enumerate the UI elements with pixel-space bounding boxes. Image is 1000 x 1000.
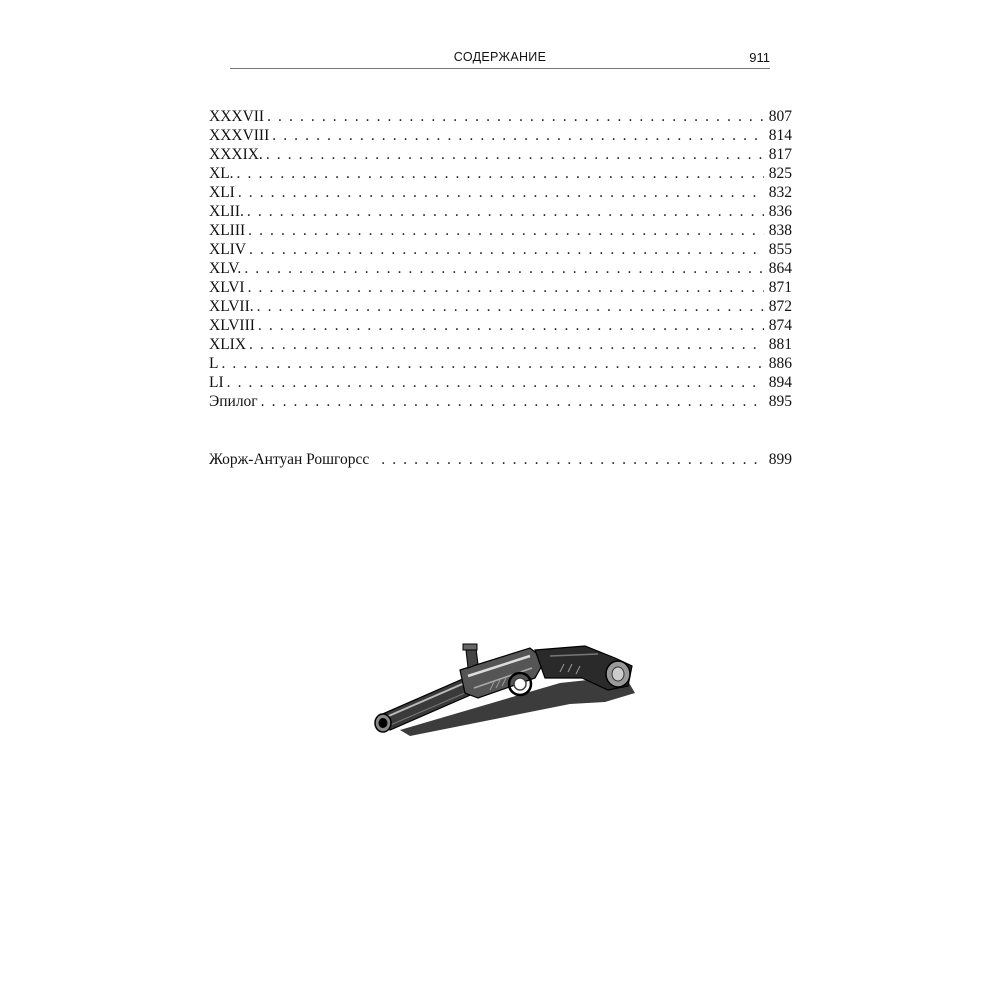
dot-leader	[261, 392, 764, 411]
toc-entry-label: LI	[209, 374, 224, 391]
toc-entry-label: XLVII.	[209, 298, 254, 315]
dot-leader	[227, 373, 764, 392]
toc-entry-page: 838	[768, 222, 792, 239]
toc-entry	[209, 278, 792, 297]
toc-entry	[209, 392, 792, 411]
toc-entry	[209, 335, 792, 354]
toc-entry-label: XLV.	[209, 260, 242, 277]
toc-entry-label: XXXIX.	[209, 146, 263, 163]
toc-entry	[209, 107, 792, 126]
toc-entry	[209, 164, 792, 183]
toc-entry-page: 864	[768, 260, 792, 277]
dot-leader	[244, 259, 763, 278]
toc-entry-label: XXXVIII	[209, 127, 270, 144]
flintlock-pistol-icon	[370, 638, 640, 738]
dot-leader	[249, 335, 764, 354]
table-of-contents	[209, 107, 792, 469]
toc-entry-page: 814	[768, 127, 792, 144]
dot-leader	[221, 354, 763, 373]
toc-entry-page: 886	[768, 355, 792, 372]
toc-entry	[209, 373, 792, 392]
page-number: 911	[749, 50, 770, 65]
dot-leader	[258, 316, 764, 335]
dot-leader	[272, 126, 763, 145]
toc-entry-page: 872	[768, 298, 792, 315]
toc-entry-page: 817	[768, 146, 792, 163]
toc-afterword-entry	[209, 450, 792, 469]
toc-entry-label: Жорж-Антуан Рошгорсс	[209, 451, 370, 468]
toc-entry-page: 836	[768, 203, 792, 220]
toc-entry-label: XLIII	[209, 222, 246, 239]
toc-entry-label: XLIV	[209, 241, 247, 258]
toc-entry-label: XXXVII	[209, 108, 265, 125]
toc-entry-page: 871	[768, 279, 792, 296]
toc-entry	[209, 126, 792, 145]
toc-entry-page: 855	[768, 241, 792, 258]
dot-leader	[266, 145, 764, 164]
toc-entry-page: 874	[768, 317, 792, 334]
dot-leader	[237, 164, 764, 183]
toc-entry-label: L	[209, 355, 219, 372]
toc-entry-label: Эпилог	[209, 393, 258, 410]
toc-entry-label: XLVIII	[209, 317, 255, 334]
toc-entry-page: 899	[768, 451, 792, 468]
toc-entry-page: 894	[768, 374, 792, 391]
toc-entry-page: 832	[768, 184, 792, 201]
toc-entry-page: 825	[768, 165, 792, 182]
toc-entry-page: 895	[768, 393, 792, 410]
toc-entry-page: 807	[768, 108, 792, 125]
toc-entry-label: XL.	[209, 165, 234, 182]
toc-entry	[209, 354, 792, 373]
header-rule	[230, 68, 770, 69]
running-header-title: СОДЕРЖАНИЕ	[453, 50, 547, 64]
running-header	[230, 50, 770, 70]
dot-leader	[248, 221, 764, 240]
dot-leader	[248, 278, 764, 297]
toc-entry	[209, 259, 792, 278]
toc-entry-label: XLI	[209, 184, 235, 201]
toc-entry	[209, 202, 792, 221]
toc-entry	[209, 221, 792, 240]
dot-leader	[247, 202, 764, 221]
toc-entry-label: XLVI	[209, 279, 245, 296]
dot-leader	[249, 240, 764, 259]
dot-leader	[267, 107, 764, 126]
toc-entry-page: 881	[768, 336, 792, 353]
dot-leader	[257, 297, 764, 316]
toc-entry	[209, 316, 792, 335]
toc-entry	[209, 240, 792, 259]
toc-entry-label: XLII.	[209, 203, 244, 220]
toc-entry	[209, 145, 792, 164]
toc-entry-label: XLIX	[209, 336, 247, 353]
toc-entry	[209, 297, 792, 316]
dot-leader	[381, 450, 763, 469]
toc-entry	[209, 183, 792, 202]
dot-leader	[238, 183, 764, 202]
